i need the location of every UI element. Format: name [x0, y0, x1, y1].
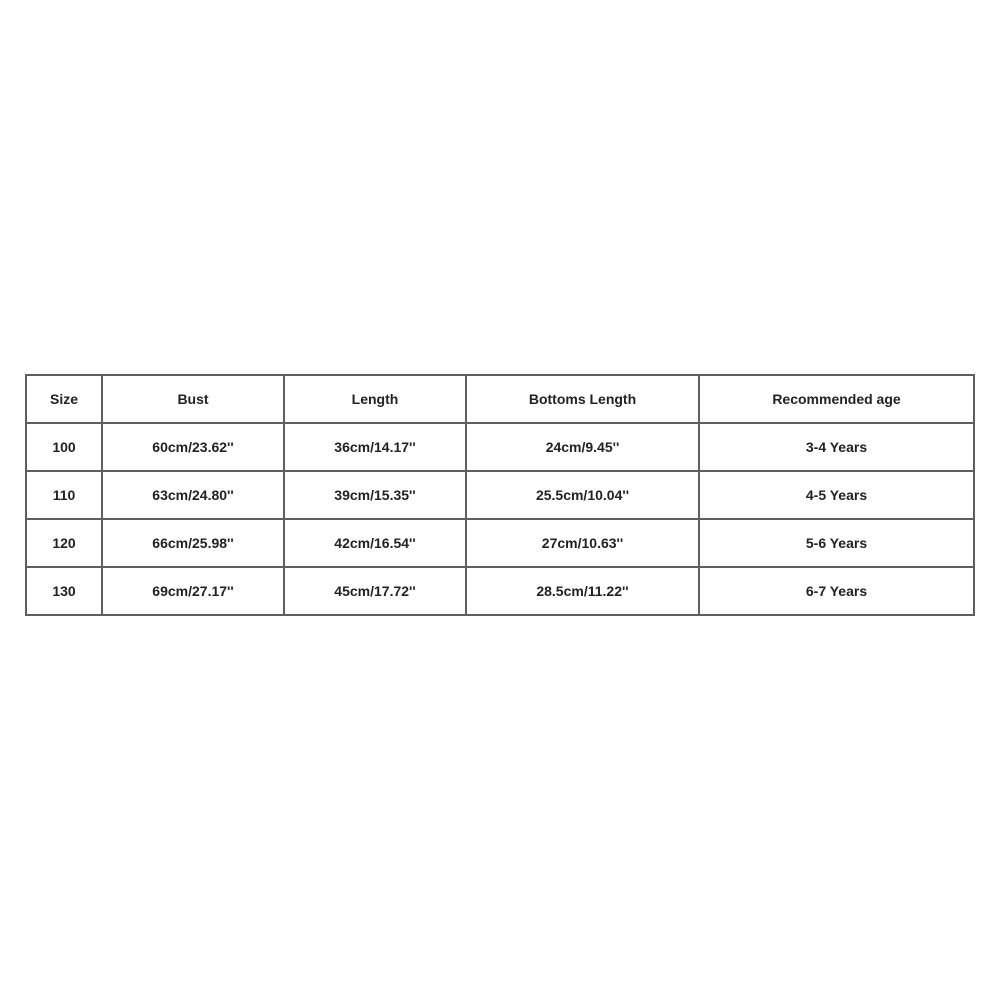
cell-bottoms-length: 24cm/9.45'' [466, 423, 699, 471]
cell-bust: 63cm/24.80'' [102, 471, 284, 519]
cell-size: 100 [26, 423, 102, 471]
cell-bottoms-length: 28.5cm/11.22'' [466, 567, 699, 615]
cell-recommended-age: 5-6 Years [699, 519, 974, 567]
cell-bottoms-length: 25.5cm/10.04'' [466, 471, 699, 519]
header-recommended-age: Recommended age [699, 375, 974, 423]
table-row [26, 567, 974, 615]
cell-bottoms-length: 27cm/10.63'' [466, 519, 699, 567]
cell-length: 39cm/15.35'' [284, 471, 466, 519]
header-length: Length [284, 375, 466, 423]
table-row [26, 519, 974, 567]
header-row [26, 375, 974, 423]
header-bottoms-length: Bottoms Length [466, 375, 699, 423]
cell-length: 36cm/14.17'' [284, 423, 466, 471]
cell-bust: 69cm/27.17'' [102, 567, 284, 615]
cell-size: 130 [26, 567, 102, 615]
cell-size: 120 [26, 519, 102, 567]
table-body [26, 423, 974, 615]
cell-recommended-age: 6-7 Years [699, 567, 974, 615]
table-row [26, 423, 974, 471]
header-bust: Bust [102, 375, 284, 423]
cell-length: 45cm/17.72'' [284, 567, 466, 615]
cell-size: 110 [26, 471, 102, 519]
cell-bust: 66cm/25.98'' [102, 519, 284, 567]
cell-bust: 60cm/23.62'' [102, 423, 284, 471]
cell-recommended-age: 4-5 Years [699, 471, 974, 519]
cell-length: 42cm/16.54'' [284, 519, 466, 567]
table-row [26, 471, 974, 519]
cell-recommended-age: 3-4 Years [699, 423, 974, 471]
size-chart-table [25, 374, 975, 616]
header-size: Size [26, 375, 102, 423]
table-header [26, 375, 974, 423]
